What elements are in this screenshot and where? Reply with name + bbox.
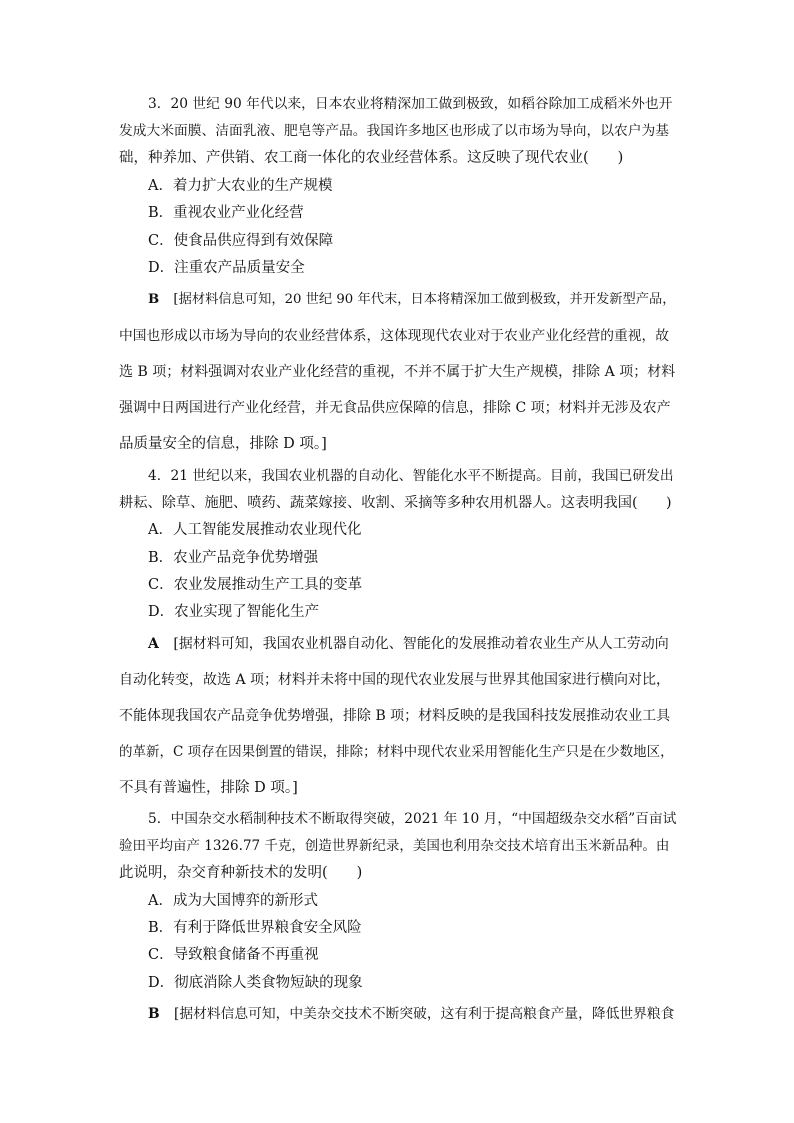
q4-answer-line-1	[148, 634, 669, 654]
q3-explanation-line-4: 强调中日两国进行产业化经营，并无食品供应保障的信息，排除 C 项；材料并无涉及农产	[119, 400, 671, 416]
q4-stem-line-2: 耕耘、除草、施肥、喷药、蔬菜嫁接、收割、采摘等多种农用机器人。这表明我国( )	[119, 495, 672, 511]
q3-option-d: D．注重农产品质量安全	[148, 260, 305, 276]
q3-option-c: C．使食品供应得到有效保障	[148, 233, 334, 249]
q5-explanation-line-1: [据材料信息可知，中美杂交技术不断突破，这有利于提高粮食产量，降低世界粮食	[174, 1006, 675, 1022]
q4-explanation-line-1: [据材料可知，我国农业机器自动化、智能化的发展推动着农业生产从人工劳动向	[173, 636, 669, 652]
q4-explanation-line-2: 自动化转变，故选 A 项；材料并未将中国的现代农业发展与世界其他国家进行横向对比，	[119, 672, 671, 688]
q3-option-b: B．重视农业产业化经营	[148, 205, 304, 221]
q5-option-a: A．成为大国博弈的新形式	[148, 893, 318, 909]
q5-option-d: D．彻底消除人类食物短缺的现象	[148, 975, 363, 991]
q3-explanation-line-5: 品质量安全的信息，排除 D 项。]	[119, 436, 327, 452]
q5-answer-line-1	[148, 1004, 674, 1024]
q5-option-b: B．有利于降低世界粮食安全风险	[148, 920, 362, 936]
q4-explanation-line-4: 的革新，C 项存在因果倒置的错误，排除；材料中现代农业采用智能化生产只是在少数地区，	[119, 744, 674, 760]
q4-option-b: B．农业产品竞争优势增强	[148, 550, 319, 566]
q3-stem-line-1: 3．20 世纪 90 年代以来，日本农业将精深加工做到极致，如稻谷除加工成稻米外也开	[148, 96, 673, 112]
q4-option-c: C．农业发展推动生产工具的变革	[148, 577, 363, 593]
q4-stem-line-1: 4．21 世纪以来，我国农业机器的自动化、智能化水平不断提高。目前，我国已研发出	[148, 468, 674, 484]
q3-stem-line-3: 础，种养加、产供销、农工商一体化的农业经营体系。这反映了现代农业( )	[119, 150, 624, 166]
q5-stem-line-3: 此说明，杂交育种新技术的发明( )	[119, 865, 363, 881]
q4-option-d: D．农业实现了智能化生产	[148, 604, 320, 620]
q5-stem-line-1: 5．中国杂交水稻制种技术不断取得突破，2021 年 10 月，“中国超级杂交水稻”百亩试	[148, 811, 677, 827]
q3-explanation-line-2: 中国也形成以市场为导向的农业经营体系，这体现现代农业对于农业产业化经营的重视，故	[119, 328, 670, 344]
q4-answer-letter: A	[148, 636, 159, 652]
q3-stem-line-2: 发成大米面膜、洁面乳液、肥皂等产品。我国许多地区也形成了以市场为导向，以农户为基	[119, 123, 670, 139]
q3-answer-line-1	[148, 290, 675, 310]
q5-option-c: C．导致粮食储备不再重视	[148, 947, 319, 963]
q4-explanation-line-3: 不能体现我国农产品竞争优势增强，排除 B 项；材料反映的是我国科技发展推动农业工具	[119, 708, 671, 724]
q5-answer-letter: B	[148, 1006, 160, 1022]
q3-explanation-line-3: 选 B 项；材料强调对农业产业化经营的重视，不并不属于扩大生产规模，排除 A 项；材料	[119, 364, 676, 380]
q3-answer-letter: B	[148, 292, 160, 307]
q3-explanation-line-1: [据材料信息可知，20 世纪 90 年代末，日本将精深加工做到极致，并开发新型产品，	[173, 292, 676, 307]
q4-explanation-line-5: 不具有普遍性，排除 D 项。]	[119, 780, 298, 796]
q3-option-a: A．着力扩大农业的生产规模	[148, 178, 333, 194]
q5-stem-line-2: 验田平均亩产 1326.77 千克，创造世界新纪录，美国也利用杂交技术培育出玉米新品种。由	[119, 838, 670, 854]
q4-option-a: A．人工智能发展推动农业现代化	[148, 522, 362, 538]
